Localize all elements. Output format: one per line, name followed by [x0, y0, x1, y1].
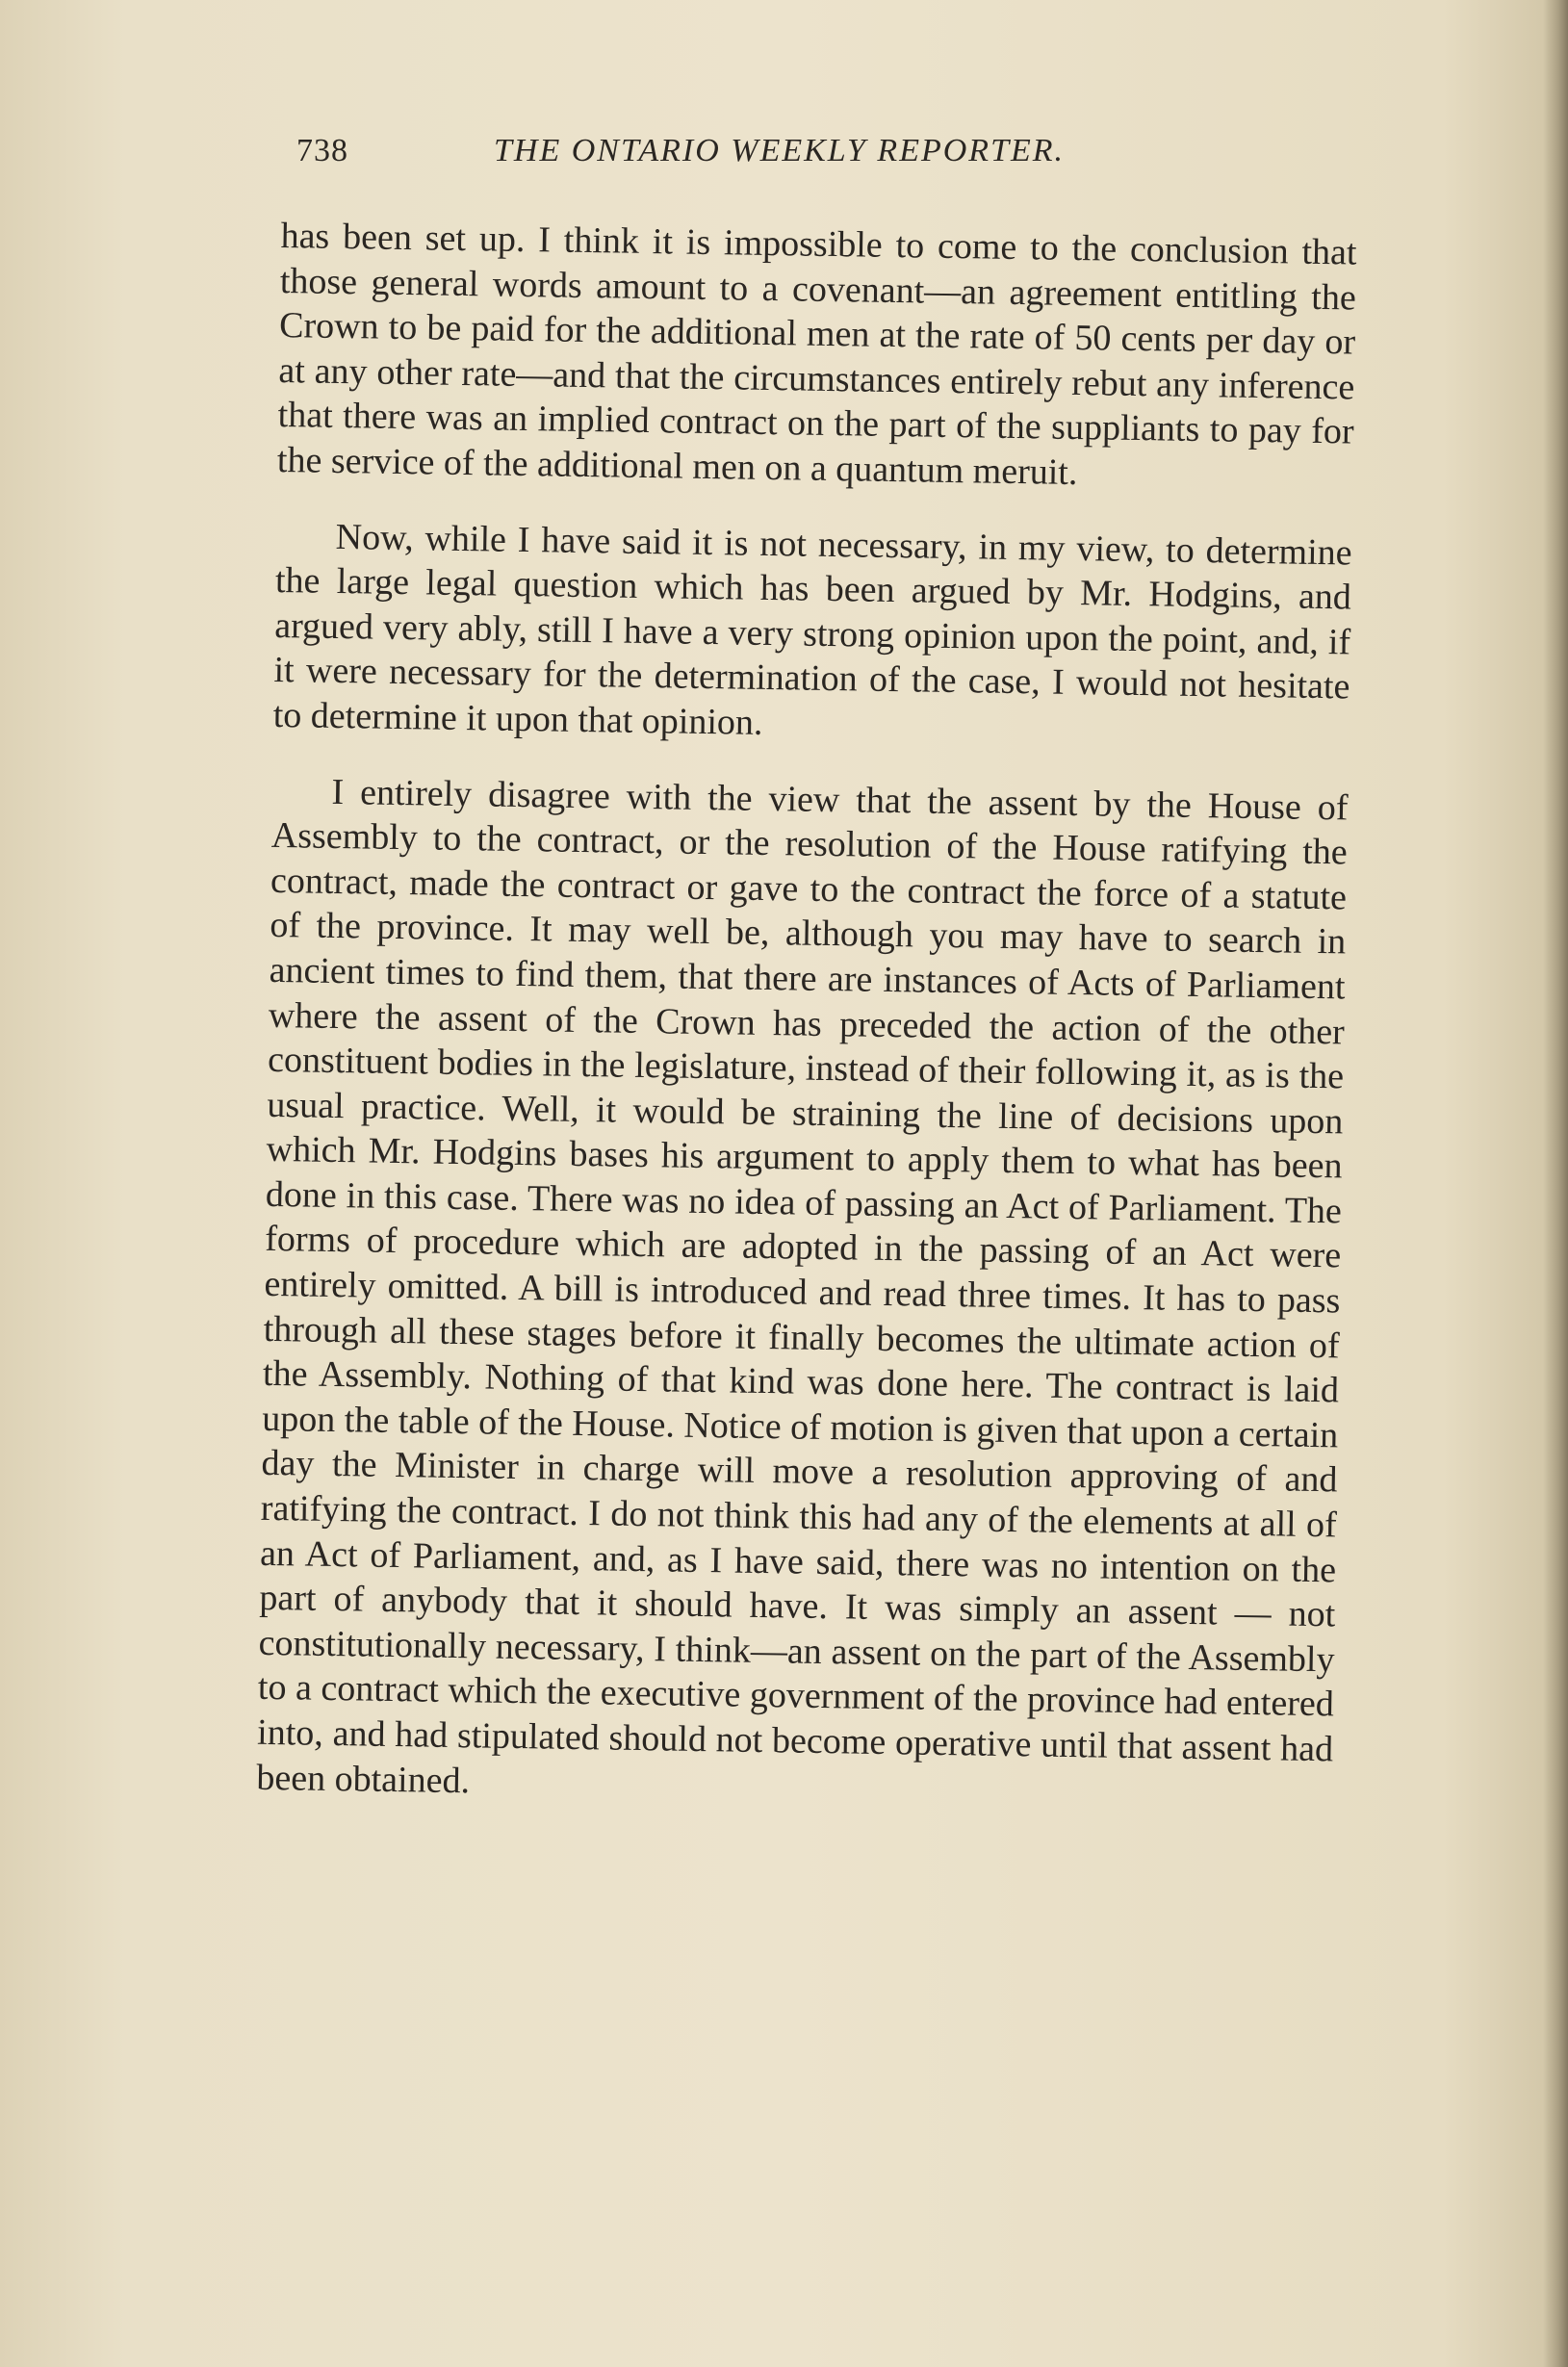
- body-text: [256, 214, 1357, 1848]
- page-number: 738: [296, 133, 348, 168]
- paragraph-continuation: has been set up. I think it is impossible to come to the conclusion that those general words amount to a covenant—an agreement entitling the Crown to be paid for the additional men at the rate of 50 cents per day or at any other rate—and that the circumstances entirely rebut any inference that there was an implied contract on the part of the suppliants to pay for the service of the additional men on a quantum meruit.: [276, 215, 1357, 493]
- page-edge-shadow: [1543, 0, 1568, 2367]
- paragraph-necessity-opinion: Now, while I have said it is not necessary, in my view, to determine the large legal question which has been argued by Mr. Hodgins, and argued very ably, still I have a very strong opinion upon the point, and, if it were necessary for the determination of the case, I would not hesitate to determine it upon that opinion.: [272, 516, 1352, 743]
- running-head: THE ONTARIO WEEKLY REPORTER.: [494, 133, 1066, 168]
- page-header: [296, 133, 1355, 191]
- paragraph-assent-argument: I entirely disagree with the view that the assent by the House of Assembly to the contract, or the resolution of the House ratifying the contract, made the contract or gave to the contract the force of a statute of the province. It may well be, although you may have to search in ancient times to find them, that there are instances of Acts of Parliament where the assent of the Crown has preceded the action of the other constituent bodies in the legislature, instead of their following it, as is the usual practice. Well, it would be straining the line of decisions upon which Mr. Hodgins bases his argument to apply them to what has been done in this case. There was no idea of passing an Act of Parliament. The forms of procedure which are adopted in the passing of an Act were entirely omitted. A bill is introduced and read three times. It has to pass through all these stages before it finally becomes the ultimate action of the Assembly. Nothing of that kind was done here. The contract is laid upon the table of the House. Notice of motion is given that upon a certain day the Minister in charge will move a resolution approving of and ratifying the contract. I do not think this had any of the elements at all of an Act of Parliament, and, as I have said, there was no intention on the part of anybody that it should have. It was simply an assent — not constitutionally necessary, I think—an assent on the part of the Assembly to a contract which the executive government of the province had entered into, and had stipulated should not become operative until that assent had been obtained.: [256, 771, 1349, 1801]
